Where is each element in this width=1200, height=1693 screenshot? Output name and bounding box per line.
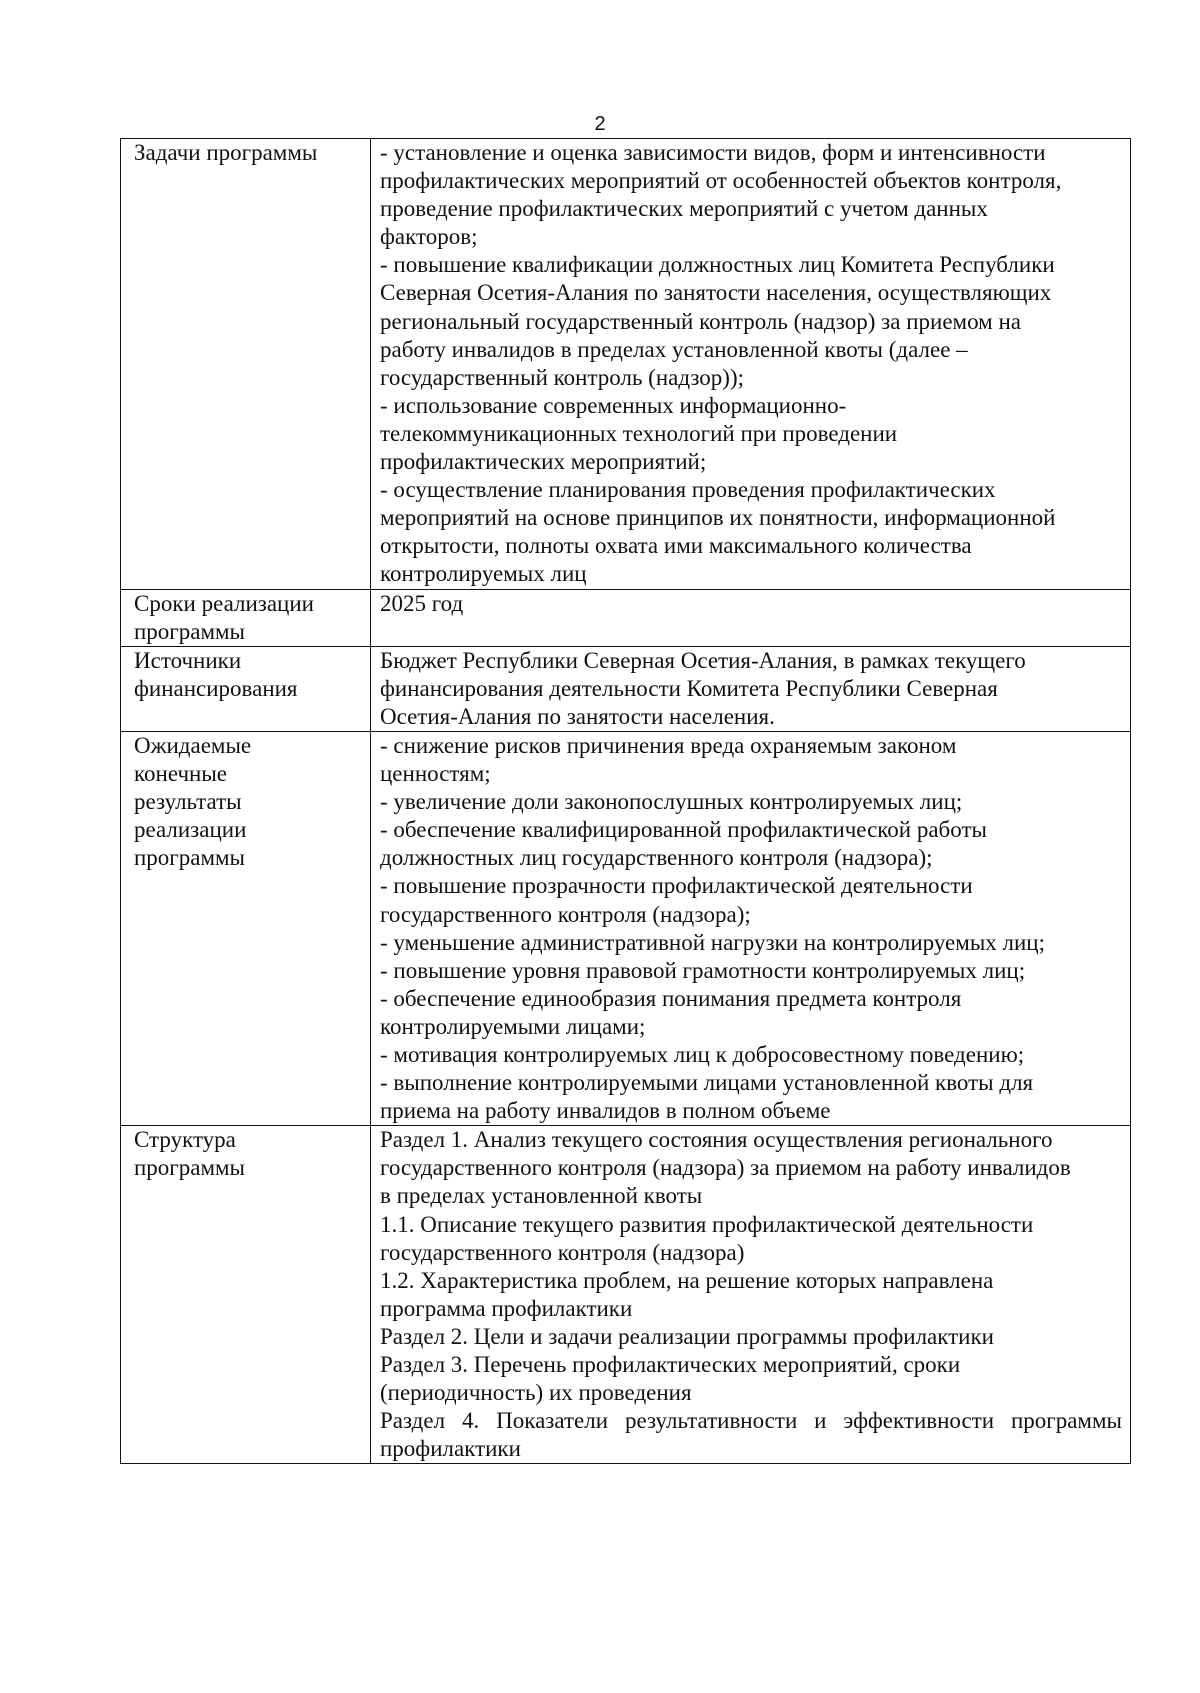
content-line: в пределах установленной квоты — [380, 1183, 703, 1209]
row-label-expected-results — [121, 731, 371, 1125]
content-line: - осуществление планирования проведения профилактических — [380, 477, 996, 503]
content-line: должностных лиц государственного контроля (надзора); — [380, 845, 933, 871]
row-content-expected-results — [371, 731, 1131, 1125]
content-line: контролируемых лиц — [380, 561, 587, 587]
content-line: - обеспечение единообразия понимания предмета контроля — [380, 985, 962, 1011]
label-line: Источники — [134, 647, 242, 673]
content-line: - выполнение контролируемыми лицами установленной квоты для — [380, 1070, 1034, 1096]
row-content-structure — [371, 1126, 1131, 1464]
label-line: Структура — [134, 1127, 236, 1153]
row-content-tasks — [371, 139, 1131, 590]
table-row-expected-results — [121, 731, 1131, 1125]
content-line: 1.2. Характеристика проблем, на решение которых направлена — [380, 1267, 994, 1293]
content-line: программа профилактики — [380, 1295, 633, 1321]
content-line: Бюджет Республики Северная Осетия-Алания, в рамках текущего — [380, 647, 1026, 673]
content-line: Осетия-Алания по занятости населения. — [380, 703, 775, 729]
content-line: проведение профилактических мероприятий с учетом данных — [380, 196, 988, 222]
content-line: финансирования деятельности Комитета Республики Северная — [380, 675, 998, 701]
row-content-funding — [371, 646, 1131, 731]
table-row-funding — [121, 646, 1131, 731]
content-line: - снижение рисков причинения вреда охраняемым законом — [380, 732, 957, 758]
content-line: открытости, полноты охвата ими максимального количества — [380, 533, 972, 559]
content-line: Северная Осетия-Алания по занятости населения, осуществляющих — [380, 280, 1052, 306]
label-line: результаты — [134, 789, 242, 815]
content-line: телекоммуникационных технологий при проведении — [380, 420, 898, 446]
content-line: 2025 год — [380, 590, 464, 616]
label-line: конечные — [134, 761, 227, 787]
content-line: региональный государственный контроль (надзор) за приемом на — [380, 308, 1021, 334]
content-line: - повышение прозрачности профилактической деятельности — [380, 873, 973, 899]
label-line: Сроки реализации — [134, 590, 314, 616]
content-line: - установление и оценка зависимости видов, форм и интенсивности — [380, 140, 1046, 165]
row-label-timeline — [121, 589, 371, 646]
label-line: финансирования — [134, 675, 298, 701]
content-line: - увеличение доли законопослушных контролируемых лиц; — [380, 789, 963, 815]
table-row-timeline — [121, 589, 1131, 646]
label-line: Задачи программы — [134, 140, 318, 165]
content-line: профилактики — [380, 1436, 521, 1462]
content-line: 1.1. Описание текущего развития профилактической деятельности — [380, 1211, 1034, 1237]
table-row-structure — [121, 1126, 1131, 1464]
row-label-funding — [121, 646, 371, 731]
content-line: профилактических мероприятий от особенностей объектов контроля, — [380, 168, 1062, 194]
content-line: мероприятий на основе принципов их понятности, информационной — [380, 505, 1056, 531]
row-content-timeline — [371, 589, 1131, 646]
row-label-structure — [121, 1126, 371, 1464]
content-line: факторов; — [380, 224, 478, 250]
content-line: приема на работу инвалидов в полном объеме — [380, 1098, 831, 1124]
content-line: работу инвалидов в пределах установленной квоты (далее – — [380, 336, 968, 362]
content-line: контролируемыми лицами; — [380, 1013, 646, 1039]
content-line: (периодичность) их проведения — [380, 1380, 692, 1406]
content-line: - повышение уровня правовой грамотности контролируемых лиц; — [380, 957, 1026, 983]
content-line: - использование современных информационно- — [380, 392, 847, 418]
label-line: программы — [134, 1155, 246, 1181]
content-line: ценностям; — [380, 761, 491, 787]
content-line: государственный контроль (надзор)); — [380, 364, 745, 390]
label-line: Ожидаемые — [134, 732, 252, 758]
content-line: государственного контроля (надзора) — [380, 1239, 745, 1265]
label-line: программы — [134, 845, 246, 871]
content-line: - обеспечение квалифицированной профилактической работы — [380, 817, 987, 843]
program-passport-table — [120, 138, 1131, 1464]
content-line: - мотивация контролируемых лиц к добросовестному поведению; — [380, 1042, 1025, 1067]
content-line: Раздел 1. Анализ текущего состояния осуществления регионального — [380, 1127, 1053, 1153]
label-line: реализации — [134, 817, 247, 843]
content-line: профилактических мероприятий; — [380, 449, 707, 475]
row-label-tasks — [121, 139, 371, 590]
content-line: государственного контроля (надзора); — [380, 901, 751, 927]
page-number: 2 — [594, 113, 606, 135]
content-line: государственного контроля (надзора) за приемом на работу инвалидов — [380, 1155, 1071, 1181]
content-line: Раздел 4. Показатели результативности и эффективности программы — [380, 1408, 1122, 1434]
content-line: Раздел 2. Цели и задачи реализации программы профилактики — [380, 1323, 994, 1349]
table-row-tasks — [121, 139, 1131, 590]
content-line: - повышение квалификации должностных лиц Комитета Республики — [380, 252, 1055, 278]
content-line: Раздел 3. Перечень профилактических мероприятий, сроки — [380, 1352, 961, 1378]
content-line: - уменьшение административной нагрузки на контролируемых лиц; — [380, 929, 1046, 955]
label-line: программы — [134, 618, 246, 644]
